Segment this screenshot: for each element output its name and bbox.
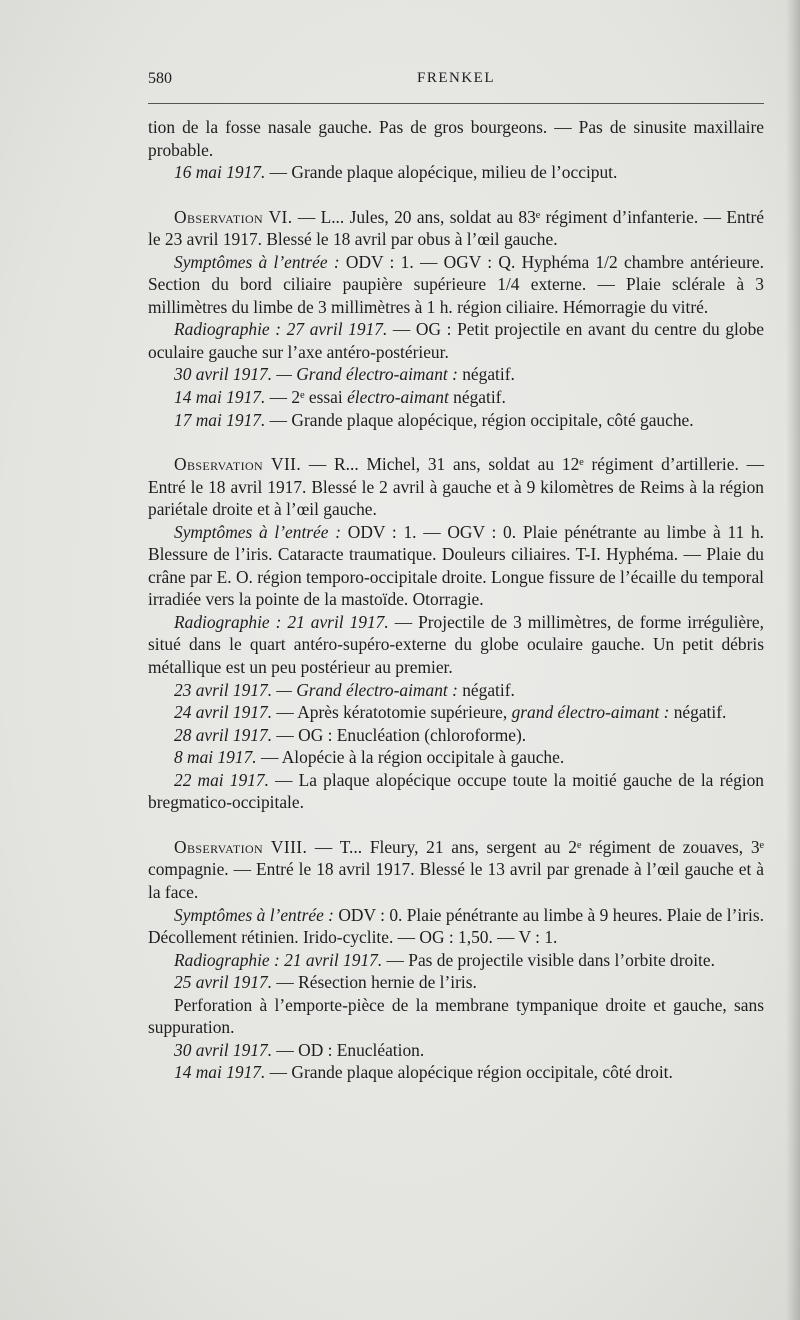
entry-date: 14 mai 1917. (174, 1062, 266, 1083)
page-header (148, 70, 764, 94)
paragraph-entry: Radiographie : 21 avril 1917. — Projectile de 3 millimètres, de forme irrégulière, situé dans le quart antéro-supéro-externe du globe oculaire gauche. Un petit débris métallique est un peu postérieur au premier. (148, 611, 764, 678)
observation-heading-viii: Observation VIII. — T... Fleury, 21 ans, sergent au 2ᵉ régiment de zouaves, 3ᵉ compagnie. — Entré le 18 avril 1917. Blessé le 13 avril par grenade à l’œil gauche et à la face. (148, 836, 765, 902)
observation-heading-vii: Observation VII. — R... Michel, 31 ans, soldat au 12ᵉ régiment d’artillerie. — Entré le 18 avril 1917. Blessé le 2 avril à gauche et à 9 kilomètres de Reims à la région pariétale droite et à l’œil gauche. (148, 454, 764, 520)
observation-label: Observation VII. (174, 454, 302, 475)
entry-date: 30 avril 1917. — Grand électro-aimant : (174, 364, 458, 385)
paragraph-continuation: tion de la fosse nasale gauche. Pas de gros bourgeons. — Pas de sinusite maxillaire probable. (148, 117, 764, 160)
paragraph-entry: 30 avril 1917. — OD : Enucléation. (174, 1039, 425, 1060)
paragraph-entry: 8 mai 1917. — Alopécie à la région occipitale à gauche. (174, 747, 565, 768)
paragraph-entry: Radiographie : 27 avril 1917. — OG : Petit projectile en avant du centre du globe oculaire gauche sur l’axe antéro-postérieur. (148, 319, 765, 362)
entry-date: 16 mai 1917. (174, 162, 266, 183)
paragraph-entry: Symptômes à l’entrée : ODV : 1. — OGV : Q. Hyphéma 1/2 chambre antérieure. Section du bord ciliaire paupière supérieure 1/4 externe. — Plaie sclérale à 3 millimètres du limbe de 3 millimètres à 1 h. région ciliaire. Hémorragie du vitré. (148, 251, 764, 317)
entry-date: 28 avril 1917. (174, 724, 273, 745)
paragraph-entry: Symptômes à l’entrée : ODV : 0. Plaie pénétrante au limbe à 9 heures. Plaie de l’iris. Décollement rétinien. Irido-cyclite. — OG : 1,50. — V : 1. (148, 904, 764, 948)
header-rule (148, 103, 764, 104)
paragraph-entry: 17 mai 1917. — Grande plaque alopécique, région occipitale, côté gauche. (174, 409, 694, 430)
paragraph-entry: 22 mai 1917. — La plaque alopécique occupe toute la moitié gauche de la région bregmatico-occipitale. (148, 769, 764, 813)
entry-date: Symptômes à l’entrée : (174, 904, 334, 925)
paragraph-entry: 23 avril 1917. — Grand électro-aimant : négatif. (174, 679, 515, 700)
entry-date: 30 avril 1917. (174, 1039, 273, 1060)
observation-label: Observation VIII. (174, 836, 308, 857)
observation-label: Observation VI. (174, 206, 293, 227)
page-number: 580 (148, 70, 172, 87)
observation-heading-vi: Observation VI. — L... Jules, 20 ans, soldat au 83ᵉ régiment d’infanterie. — Entré le 23 avril 1917. Blessé le 18 avril par obus à l’œil gauche. (148, 206, 764, 250)
paragraph-entry: Perforation à l’emporte-pièce de la membrane tympanique droite et gauche, sans suppuration. (148, 994, 764, 1038)
page-edge-shadow (786, 0, 800, 1320)
paragraph-entry: 14 mai 1917. — 2ᵉ essai électro-aimant négatif. (174, 387, 506, 408)
entry-date: 22 mai 1917. (174, 769, 269, 790)
entry-date: 14 mai 1917. (174, 387, 266, 408)
paragraph-entry: 30 avril 1917. — Grand électro-aimant : négatif. (174, 364, 515, 385)
paragraph-entry: 28 avril 1917. — OG : Enucléation (chloroforme). (174, 724, 527, 745)
entry-date: 8 mai 1917. (174, 747, 257, 768)
paragraph-entry: Radiographie : 21 avril 1917. — Pas de projectile visible dans l’orbite droite. (174, 949, 715, 970)
entry-date: Symptômes à l’entrée : (174, 521, 342, 542)
body-text (148, 116, 764, 1084)
entry-date: Symptômes à l’entrée : (174, 251, 340, 272)
paragraph-entry: Symptômes à l’entrée : ODV : 1. — OGV : 0. Plaie pénétrante au limbe à 11 h. Blessure de l’iris. Cataracte traumatique. Douleurs ciliaires. T-I. Hyphéma. — Plaie du crâne par E. O. région temporo-occipitale droite. Longue fissure de l’écaille du temporal irradiée vers la pointe de la mastoïde. Otorragie. (148, 521, 764, 610)
paragraph-entry: 24 avril 1917. — Après kératotomie supérieure, grand électro-aimant : négatif. (174, 702, 727, 723)
entry-date: Radiographie : 27 avril 1917. (174, 319, 388, 340)
entry-date: 24 avril 1917. (174, 702, 273, 723)
paragraph-entry: 25 avril 1917. — Résection hernie de l’iris. (174, 972, 477, 993)
entry-date: 25 avril 1917. (174, 972, 273, 993)
entry-date: Radiographie : 21 avril 1917. (174, 611, 389, 632)
entry-date: 23 avril 1917. — Grand électro-aimant : (174, 679, 458, 700)
paragraph-entry: 16 mai 1917. — Grande plaque alopécique, milieu de l’occiput. (174, 162, 618, 183)
running-head: FRENKEL (417, 70, 495, 86)
paragraph-entry: 14 mai 1917. — Grande plaque alopécique région occipitale, côté droit. (174, 1062, 673, 1083)
entry-date: 17 mai 1917. (174, 409, 266, 430)
entry-date: Radiographie : 21 avril 1917. (174, 949, 383, 970)
